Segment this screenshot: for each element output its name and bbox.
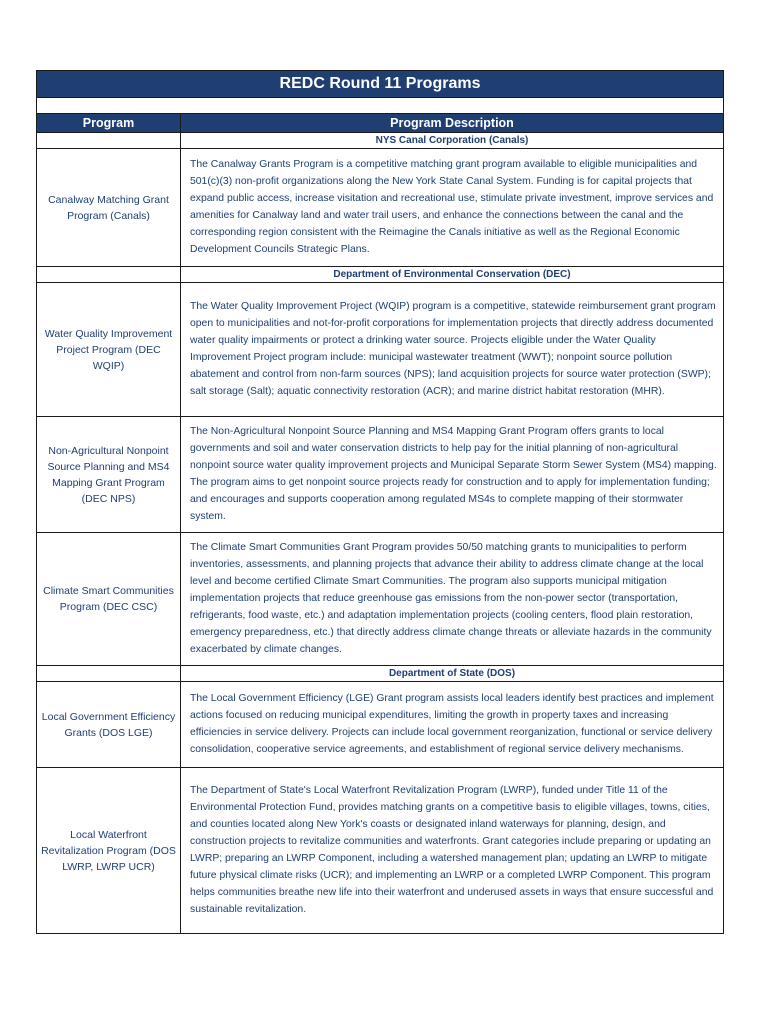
- program-description: The Canalway Grants Program is a competitive matching grant program available to eligible municipalities and 501(c)(3) non-profit organizations along the New York State Canal System. Funding is for capital projects that expand public access, increase visitation and recreational use, stimulate private investment, improve services and amenities for Canalway land and water trail users, and enhance the connections between the canal and the corresponding region consistent with the Reimagine the Canals initiative as well as the Regional Economic Development Councils Strategic Plans.: [181, 149, 724, 267]
- programs-sheet: [36, 70, 723, 934]
- program-row: [37, 682, 724, 768]
- agency-name: Department of Environmental Conservation (DEC): [181, 267, 724, 283]
- program-row: [37, 283, 724, 417]
- agency-name: NYS Canal Corporation (Canals): [181, 133, 724, 149]
- agency-name: Department of State (DOS): [181, 666, 724, 682]
- program-description: The Non-Agricultural Nonpoint Source Planning and MS4 Mapping Grant Program offers grants to local governments and soil and water conservation districts to help pay for the initial planning of non-agricultural nonpoint source water quality improvement projects and Municipal Separate Storm Sewer System (MS4) mapping. The program aims to get nonpoint source projects ready for construction and to apply for implementation funding; and encourages and supports cooperation among regulated MS4s to complete mapping of their stormwater system.: [181, 417, 724, 533]
- program-description: The Department of State's Local Waterfront Revitalization Program (LWRP), funded under Title 11 of the Environmental Protection Fund, provides matching grants on a competitive basis to eligible villages, towns, cities, and counties located along New York's coasts or designated inland waterways for planning, design, and construction projects to revitalize communities and waterfronts. Grant categories include preparing or updating an LWRP; preparing an LWRP Component, including a watershed management plan; updating an LWRP to mitigate future physical climate risks (UCR); and implementing an LWRP or a completed LWRP Component. This program helps communities breathe new life into their waterfront and underused assets in ways that ensure successful and sustainable revitalization.: [181, 768, 724, 934]
- agency-row: [37, 267, 724, 283]
- program-description: The Local Government Efficiency (LGE) Grant program assists local leaders identify best practices and implement actions focused on reducing municipal expenditures, limiting the growth in property taxes and increasing efficiencies in service delivery. Projects can include local government reorganization, functional or service delivery consolidation, cooperative service agreements, and establishment of regional service delivery mechanisms.: [181, 682, 724, 768]
- program-row: [37, 533, 724, 666]
- program-row: [37, 417, 724, 533]
- program-name: Water Quality Improvement Project Program (DEC WQIP): [37, 283, 181, 417]
- program-row: [37, 149, 724, 267]
- program-name: Local Waterfront Revitalization Program (DOS LWRP, LWRP UCR): [37, 768, 181, 934]
- title-row: [37, 71, 724, 98]
- spacer-row: [37, 98, 724, 114]
- sheet-title: REDC Round 11 Programs: [37, 71, 724, 98]
- program-description: The Climate Smart Communities Grant Program provides 50/50 matching grants to municipalities to perform inventories, assessments, and planning projects that advance their ability to address climate change at the local level and become certified Climate Smart Communities. The program also supports municipal mitigation implementation projects that reduce greenhouse gas emissions from the non-power sector (transportation, refrigerants, food waste, etc.) and adaptation implementation projects (cooling centers, flood plain restoration, emergency preparedness, etc.) that directly address climate change threats or alleviate hazards in the community exacerbated by climate changes.: [181, 533, 724, 666]
- program-row: [37, 768, 724, 934]
- program-description: The Water Quality Improvement Project (WQIP) program is a competitive, statewide reimbursement grant program open to municipalities and not-for-profit corporations for implementation projects that directly address documented water quality impairments or protect a drinking water source. Projects eligible under the Water Quality Improvement Project program include: municipal wastewater treatment (WWT); nonpoint source pollution abatement and control from non-farm sources (NPS); land acquisition projects for source water protection (SWP); salt storage (Salt); aquatic connectivity restoration (ACR); and marine district habitat restoration (MHR).: [181, 283, 724, 417]
- header-row: [37, 114, 724, 133]
- agency-row: [37, 666, 724, 682]
- program-name: Local Government Efficiency Grants (DOS LGE): [37, 682, 181, 768]
- program-name: Canalway Matching Grant Program (Canals): [37, 149, 181, 267]
- program-column-header: Program: [37, 114, 181, 133]
- description-column-header: Program Description: [181, 114, 724, 133]
- program-name: Climate Smart Communities Program (DEC CSC): [37, 533, 181, 666]
- programs-table: [36, 70, 724, 934]
- agency-row: [37, 133, 724, 149]
- program-name: Non-Agricultural Nonpoint Source Planning and MS4 Mapping Grant Program (DEC NPS): [37, 417, 181, 533]
